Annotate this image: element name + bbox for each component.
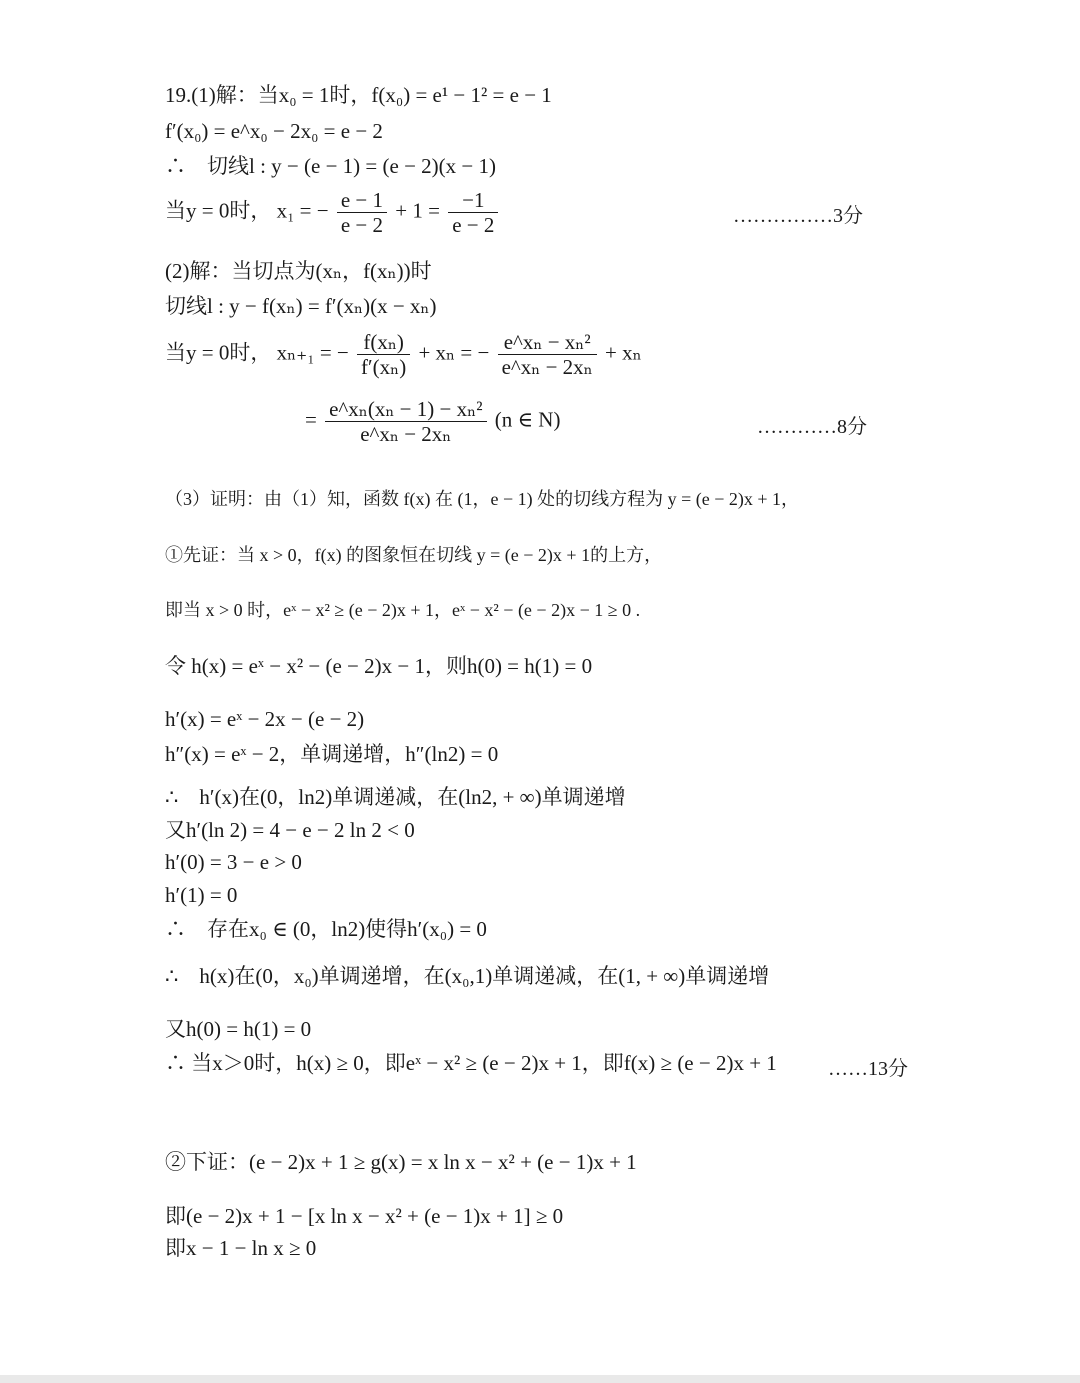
part1-score: ……………3分 xyxy=(733,205,863,227)
part3-line4: 令 h(x) = eˣ − x² − (e − 2)x − 1，则h(0) = h(1) = 0 xyxy=(165,654,593,678)
page-bottom-edge xyxy=(0,1375,1080,1383)
part2-line3-tail: + xₙ xyxy=(605,340,642,365)
part3-line8: 又h′(ln 2) = 4 − e − 2 ln 2 < 0 xyxy=(165,818,415,842)
fraction-denominator: e − 2 xyxy=(340,213,384,237)
part3-line12: ∴ h(x)在(0，x₀)单调递增，在(x₀,1)单调递减，在(1, + ∞)单调递增 xyxy=(165,964,770,988)
part1-line1: 19.(1)解：当x₀ = 1时，f(x₀) = e¹ − 1² = e − 1 xyxy=(165,83,552,107)
part2-line4-tail: (n ∈ N) xyxy=(494,407,561,432)
part2-line3 xyxy=(165,330,642,379)
fraction-numerator: f(xₙ) xyxy=(357,330,410,355)
fraction-denominator: e − 2 xyxy=(452,213,495,237)
part3-line10: h′(1) = 0 xyxy=(165,883,238,907)
part1-line4-prefix: 当y = 0时， xyxy=(165,198,272,223)
fraction-numerator: −1 xyxy=(448,188,498,213)
part3-line3: 即当 x > 0 时，eˣ − x² ≥ (e − 2)x + 1，eˣ − x² − (e − 2)x − 1 ≥ 0 . xyxy=(165,600,641,620)
fraction-numerator: e^xₙ − xₙ² xyxy=(498,330,597,355)
part3-score-13: ……13分 xyxy=(828,1058,908,1080)
part2-line1: (2)解：当切点为(xₙ，f(xₙ))时 xyxy=(165,259,432,283)
part2-line3-prefix: 当y = 0时， xyxy=(165,340,272,365)
fraction-denominator: e^xₙ − 2xₙ xyxy=(360,422,452,446)
part2-fraction-3 xyxy=(325,397,486,446)
part1-fraction-1 xyxy=(337,188,387,237)
part3-line11: ∴ 存在x₀ ∈ (0，ln2)使得h′(x₀) = 0 xyxy=(165,917,487,941)
fraction-denominator: f′(xₙ) xyxy=(361,355,407,379)
fraction-numerator: e − 1 xyxy=(337,188,387,213)
part1-fraction-2 xyxy=(448,188,498,237)
part2-line4 xyxy=(305,397,560,446)
part3-line7: ∴ h′(x)在(0，ln2)单调递减，在(ln2, + ∞)单调递增 xyxy=(165,785,626,809)
fraction-numerator: e^xₙ(xₙ − 1) − xₙ² xyxy=(325,397,486,422)
part2-line3-mid: + xₙ = − xyxy=(418,340,490,365)
part3-line17: 即x − 1 − ln x ≥ 0 xyxy=(165,1236,317,1260)
part3-line9: h′(0) = 3 − e > 0 xyxy=(165,850,302,874)
part3-line14: ∴ 当x＞0时，h(x) ≥ 0，即eˣ − x² ≥ (e − 2)x + 1，即f(x) ≥ (e − 2)x + 1 xyxy=(165,1051,777,1075)
part1-line2: f′(x₀) = e^x₀ − 2x₀ = e − 2 xyxy=(165,119,383,143)
part3-line15: ②下证：(e − 2)x + 1 ≥ g(x) = x ln x − x² + (e − 1)x + 1 xyxy=(165,1150,637,1174)
fraction-denominator: e^xₙ − 2xₙ xyxy=(501,355,593,379)
part2-line2: 切线l : y − f(xₙ) = f′(xₙ)(x − xₙ) xyxy=(165,294,437,318)
part2-score: …………8分 xyxy=(757,416,867,438)
part3-line1: （3）证明：由（1）知，函数 f(x) 在 (1，e − 1) 处的切线方程为 y = (e − 2)x + 1， xyxy=(165,489,800,509)
part1-line4-x: x₁ = − xyxy=(276,198,329,223)
part3-line2: ①先证：当 x > 0，f(x) 的图象恒在切线 y = (e − 2)x + 1的上方， xyxy=(165,545,663,565)
part1-line4-mid: + 1 = xyxy=(395,198,440,223)
part3-line16: 即(e − 2)x + 1 − [x ln x − x² + (e − 1)x + 1] ≥ 0 xyxy=(165,1204,564,1228)
part2-line4-eq: = xyxy=(305,407,317,432)
part1-line3: ∴ 切线l : y − (e − 1) = (e − 2)(x − 1) xyxy=(165,154,496,178)
part2-fraction-1 xyxy=(357,330,410,379)
part2-fraction-2 xyxy=(498,330,597,379)
part2-line3-x: xₙ₊₁ = − xyxy=(276,340,349,365)
part3-line6: h″(x) = eˣ − 2，单调递增，h″(ln2) = 0 xyxy=(165,742,499,766)
part3-line13: 又h(0) = h(1) = 0 xyxy=(165,1017,312,1041)
part1-line4 xyxy=(165,188,501,237)
part3-line5: h′(x) = eˣ − 2x − (e − 2) xyxy=(165,707,365,731)
